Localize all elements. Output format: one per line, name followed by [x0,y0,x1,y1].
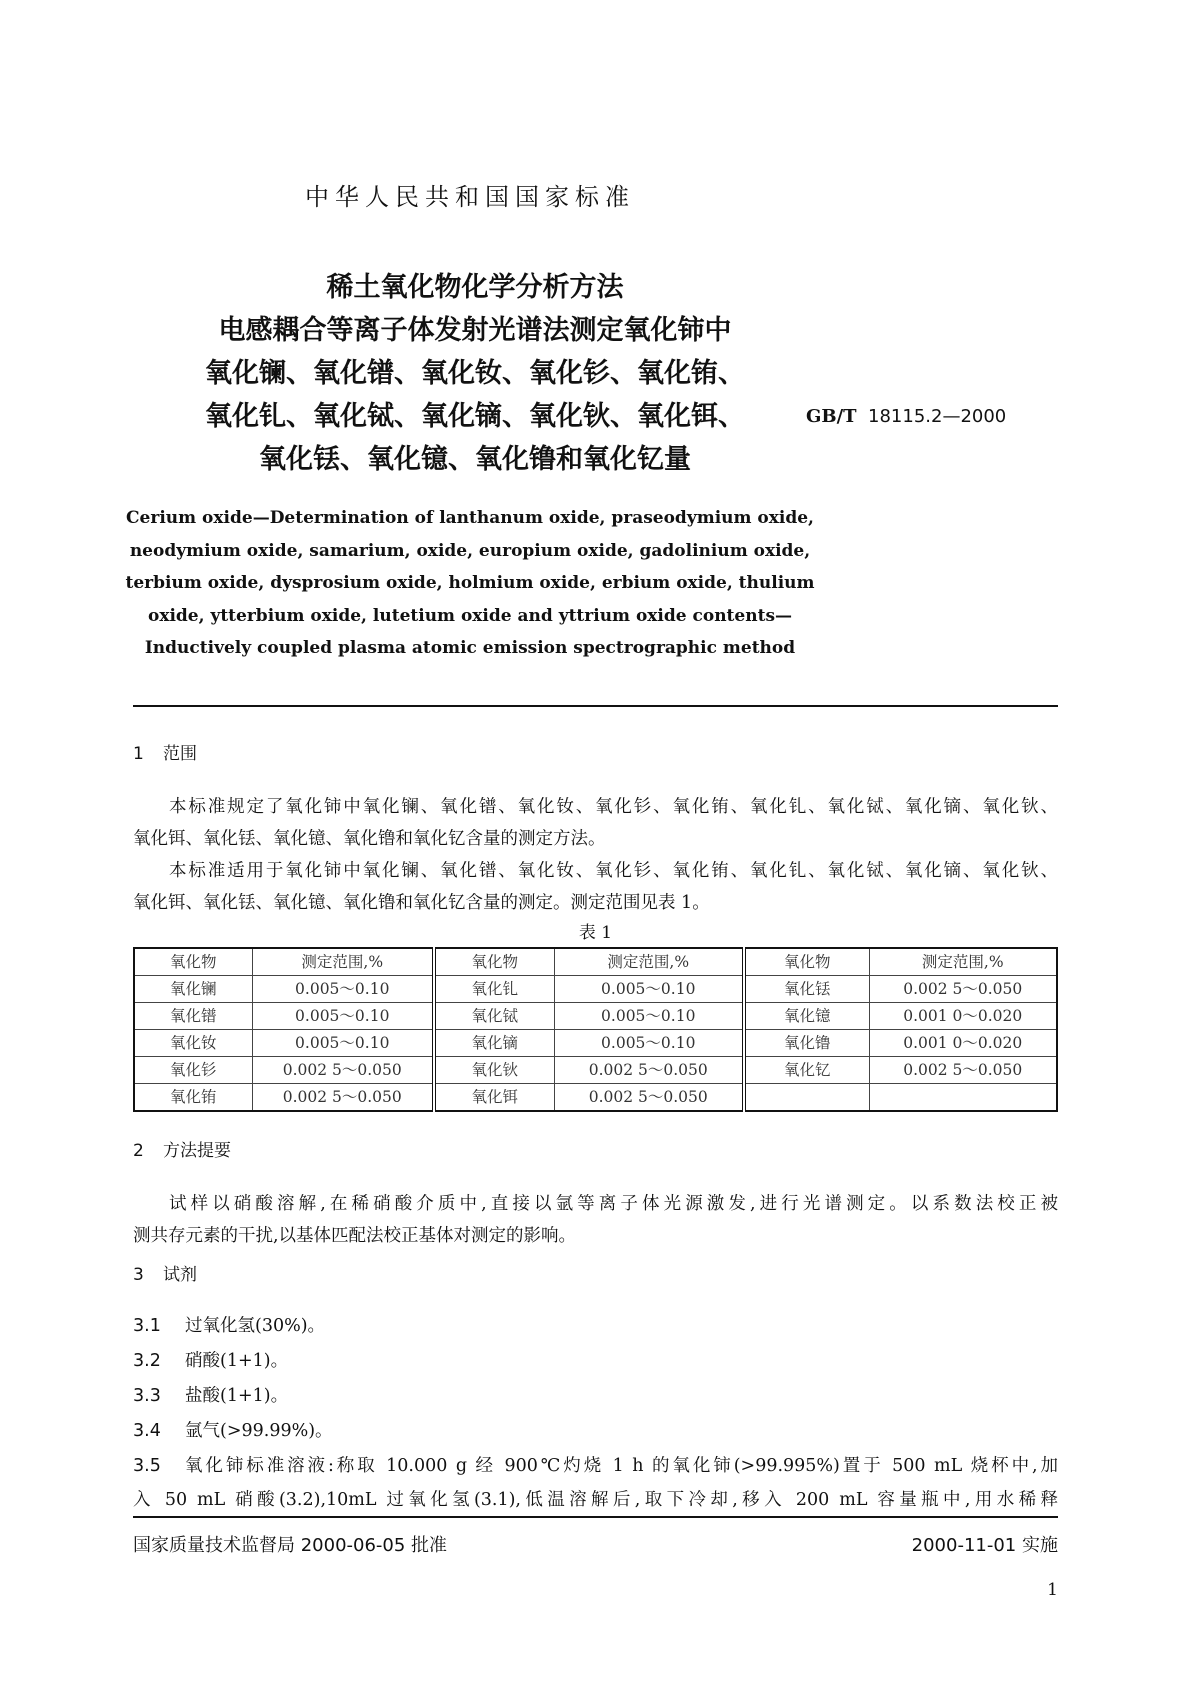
range-cell: 0.001 0～0.020 [869,1029,1057,1056]
range-cell: 0.001 0～0.020 [869,1002,1057,1029]
section-heading [133,742,1058,766]
range-cell [869,1083,1057,1111]
oxide-cell: 氧化铥 [744,975,869,1002]
section-number: 1 [133,743,144,764]
range-table [133,947,1058,1112]
oxide-cell: 氧化铕 [134,1083,252,1111]
national-standard-header: 中华人民共和国国家标准 [305,183,635,211]
table-row [134,1002,1057,1029]
title-line: 稀土氧化物化学分析方法 [326,272,624,303]
range-cell: 0.002 5～0.050 [869,1056,1057,1083]
range-cell: 0.002 5～0.050 [252,1056,434,1083]
title-line: 氧化钆、氧化铽、氧化镝、氧化钬、氧化铒、 [205,401,745,432]
reagent-item [133,1309,1058,1344]
range-cell: 测定范围,% [252,948,434,976]
section-title: 范围 [163,743,197,764]
range-cell: 0.002 5～0.050 [869,975,1057,1002]
range-cell: 0.002 5～0.050 [252,1083,434,1111]
title-line: 氧化铥、氧化镱、氧化镥和氧化钇量 [259,444,691,475]
oxide-cell: 氧化铽 [434,1002,554,1029]
section-heading [133,1139,1058,1163]
oxide-cell: 氧化物 [434,948,554,976]
std-number: 18115.2—2000 [868,406,1007,427]
paragraph-line: 本标准适用于氧化铈中氧化镧、氧化镨、氧化钕、氧化钐、氧化铕、氧化钆、氧化铽、氧化镝、氧化钬、 [169,860,1058,881]
section-number: 2 [133,1140,144,1161]
range-cell: 测定范围,% [869,948,1057,976]
oxide-cell [744,1083,869,1111]
oxide-cell: 氧化物 [744,948,869,976]
section-number: 3 [133,1264,144,1285]
item-text: 盐酸(1+1)。 [185,1385,289,1406]
item-number: 3.4 [133,1420,161,1441]
table-row [134,948,1057,976]
item-text: 氩气(>99.99%)。 [185,1420,333,1441]
title-line: 氧化镧、氧化镨、氧化钕、氧化钐、氧化铕、 [205,358,745,389]
reagent-item [133,1344,1058,1379]
paragraph-line: 入 50 mL 硝酸(3.2),10mL 过氧化氢(3.1),低温溶解后,取下冷却,移入 200 mL 容量瓶中,用水稀释 [133,1489,1058,1510]
oxide-cell: 氧化镱 [744,1002,869,1029]
paragraph-line: 氧化铒、氧化铥、氧化镱、氧化镥和氧化钇含量的测定方法。 [133,828,606,849]
english-title-line: neodymium oxide, samarium, oxide, europium oxide, gadolinium oxide, [129,540,811,561]
range-cell: 0.002 5～0.050 [554,1056,744,1083]
reagent-item [133,1379,1058,1414]
range-cell: 0.002 5～0.050 [554,1083,744,1111]
range-cell: 0.005～0.10 [252,975,434,1002]
range-cell: 0.005～0.10 [554,1029,744,1056]
page-number: 1 [1047,1579,1058,1600]
table-row [134,1029,1057,1056]
range-cell: 0.005～0.10 [252,1029,434,1056]
table-row [134,1083,1057,1111]
range-cell: 0.005～0.10 [252,1002,434,1029]
item-text: 过氧化氢(30%)。 [185,1315,326,1336]
table-row [134,975,1057,1002]
english-title-line: Inductively coupled plasma atomic emission spectrographic method [144,638,796,658]
oxide-cell: 氧化镨 [134,1002,252,1029]
oxide-cell: 氧化钆 [434,975,554,1002]
english-title-line: oxide, ytterbium oxide, lutetium oxide and yttrium oxide contents— [147,605,793,626]
footer [133,1534,1058,1558]
reagent-item [133,1414,1058,1449]
oxide-cell: 氧化钇 [744,1056,869,1083]
item-number: 3.2 [133,1350,161,1371]
divider [133,705,1058,707]
english-title-line: terbium oxide, dysprosium oxide, holmium oxide, erbium oxide, thulium [125,573,815,593]
oxide-cell: 氧化钬 [434,1056,554,1083]
table-row [134,1056,1057,1083]
range-cell: 0.005～0.10 [554,975,744,1002]
oxide-cell: 氧化物 [134,948,252,976]
oxide-cell: 氧化镝 [434,1029,554,1056]
item-text: 硝酸(1+1)。 [185,1350,289,1371]
item-number: 3.5 [133,1455,161,1476]
item-text: 氧化铈标准溶液:称取 10.000 g 经 900℃灼烧 1 h 的氧化铈(>99.995%)置于 500 mL 烧杯中,加 [185,1455,1058,1476]
approval-text: 国家质量技术监督局 2000-06-05 批准 [133,1534,448,1556]
title-line: 电感耦合等离子体发射光谱法测定氧化铈中 [218,315,732,346]
paragraph-line: 试样以硝酸溶解,在稀硝酸介质中,直接以氩等离子体光源激发,进行光谱测定。以系数法校正被 [169,1193,1058,1214]
oxide-cell: 氧化钕 [134,1029,252,1056]
oxide-cell: 氧化铒 [434,1083,554,1111]
section-title: 试剂 [163,1264,197,1285]
item-number: 3.1 [133,1315,161,1336]
reagent-item [133,1449,1058,1484]
range-cell: 0.005～0.10 [554,1002,744,1029]
effective-date: 2000-11-01 实施 [911,1534,1058,1556]
section-title: 方法提要 [163,1140,231,1161]
paragraph-line: 本标准规定了氧化铈中氧化镧、氧化镨、氧化钕、氧化钐、氧化铕、氧化钆、氧化铽、氧化镝、氧化钬、 [169,796,1058,817]
title-row-with-standard-number [150,395,1191,438]
divider [133,1516,1058,1518]
paragraph-line: 测共存元素的干扰,以基体匹配法校正基体对测定的影响。 [133,1225,577,1246]
english-title-line: Cerium oxide—Determination of lanthanum oxide, praseodymium oxide, [126,508,814,528]
oxide-cell: 氧化镧 [134,975,252,1002]
section-heading [133,1263,1058,1287]
oxide-cell: 氧化镥 [744,1029,869,1056]
range-cell: 测定范围,% [554,948,744,976]
standard-number [806,406,1006,427]
table-caption: 表 1 [578,922,613,943]
std-prefix: GB/T [806,406,857,427]
paragraph-line: 氧化铒、氧化铥、氧化镱、氧化镥和氧化钇含量的测定。测定范围见表 1。 [133,892,710,913]
item-number: 3.3 [133,1385,161,1406]
oxide-cell: 氧化钐 [134,1056,252,1083]
